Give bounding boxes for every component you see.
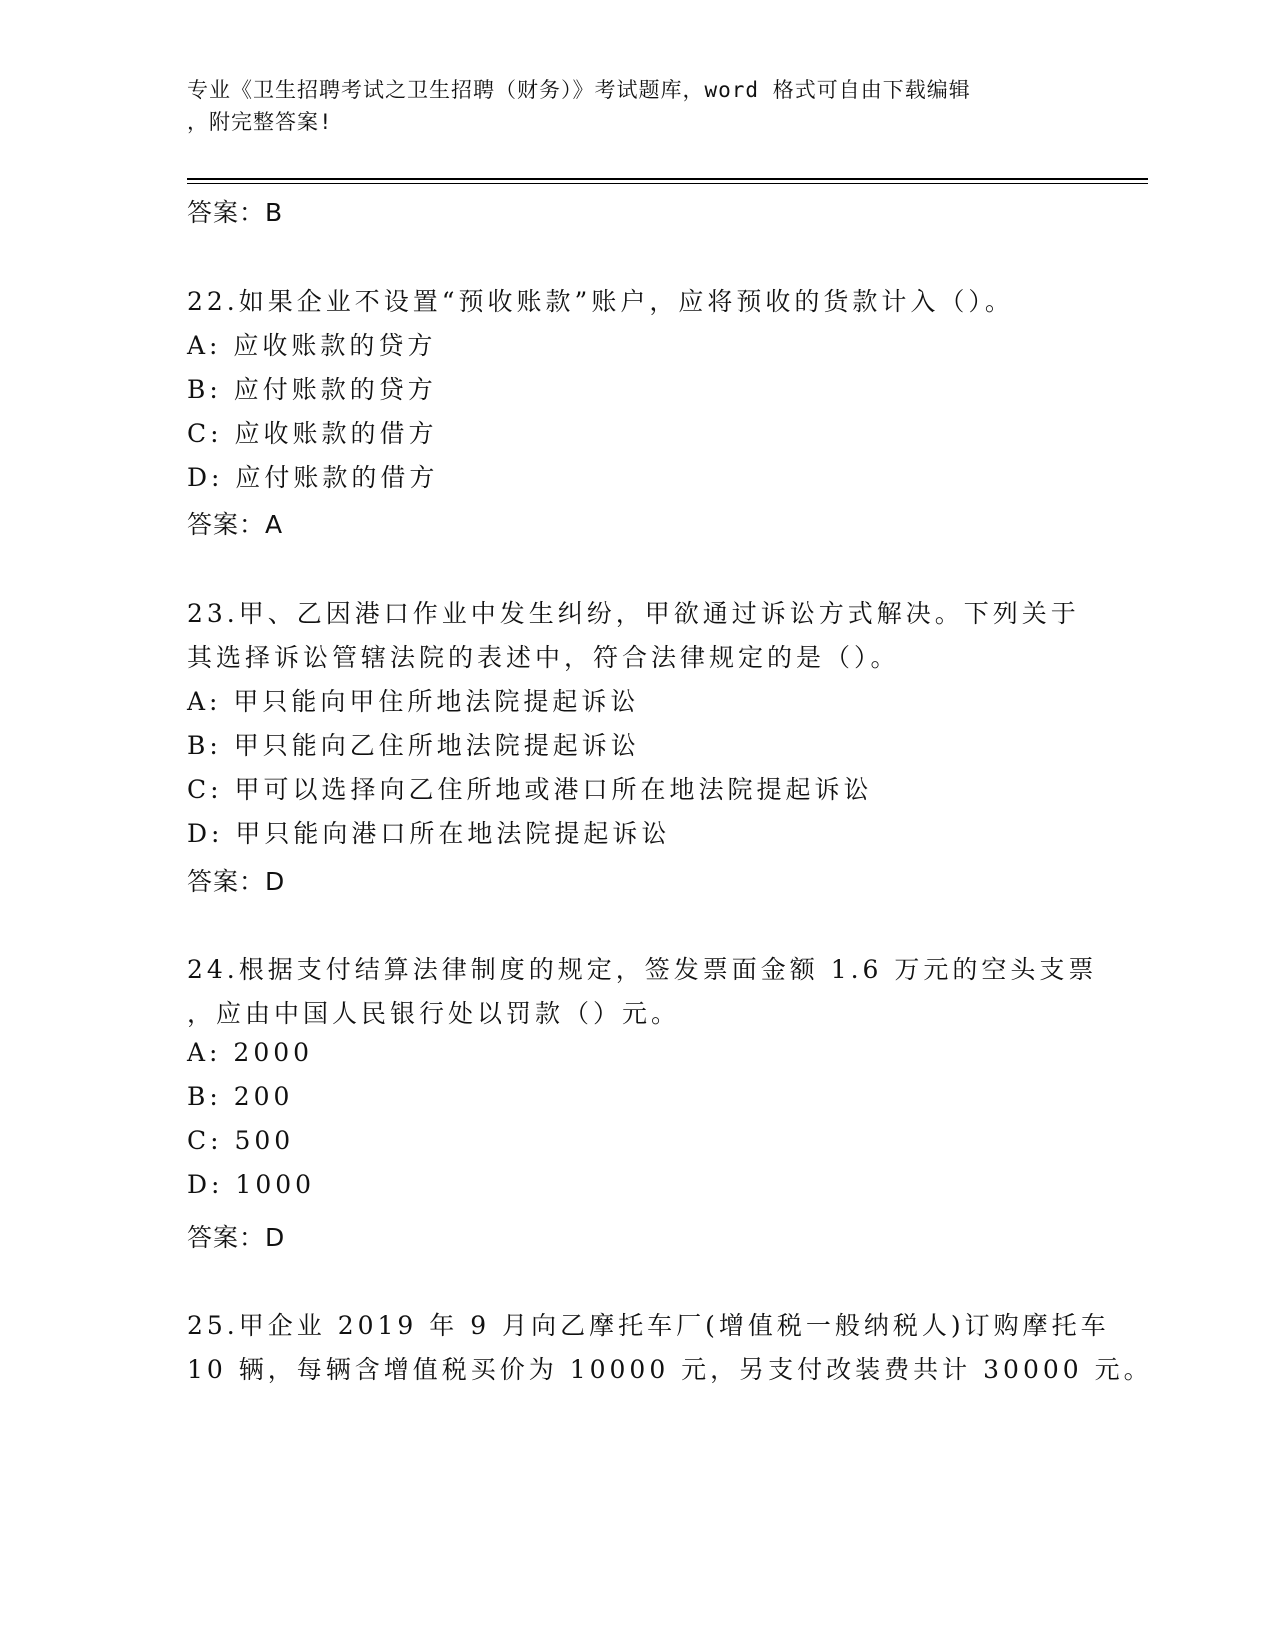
- answer-q23: 答案：D: [187, 867, 286, 896]
- question-24-stem-line-1: 24.根据支付结算法律制度的规定，签发票面金额 1.6 万元的空头支票: [187, 955, 1098, 984]
- header-line-1: 专业《卫生招聘考试之卫生招聘（财务）》考试题库，word 格式可自由下载编辑: [187, 78, 971, 102]
- question-22-stem: 22.如果企业不设置“预收账款”账户，应将预收的货款计入（）。: [187, 287, 1014, 316]
- answer-q21: 答案：B: [187, 198, 284, 227]
- question-25-stem-line-2: 10 辆，每辆含增值税买价为 10000 元，另支付改装费共计 30000 元。: [187, 1355, 1153, 1384]
- question-24-stem-line-2: ，应由中国人民银行处以罚款（）元。: [187, 999, 681, 1028]
- question-22-option-a: A: 应收账款的贷方: [187, 331, 437, 360]
- question-22-option-c: C: 应收账款的借方: [187, 419, 438, 448]
- header-divider-thick: [187, 178, 1148, 180]
- question-24-option-b: B: 200: [187, 1082, 294, 1111]
- answer-q24: 答案：D: [187, 1223, 286, 1252]
- question-23-option-c: C: 甲可以选择向乙住所地或港口所在地法院提起诉讼: [187, 775, 873, 804]
- answer-q22: 答案：A: [187, 510, 284, 539]
- question-25-stem-line-1: 25.甲企业 2019 年 9 月向乙摩托车厂(增值税一般纳税人)订购摩托车: [187, 1311, 1110, 1340]
- document-header: [187, 74, 1087, 138]
- question-24-option-c: C: 500: [187, 1126, 295, 1155]
- question-23-option-d: D: 甲只能向港口所在地法院提起诉讼: [187, 819, 671, 848]
- question-24-option-d: D: 1000: [187, 1170, 316, 1199]
- question-23-option-b: B: 甲只能向乙住所地法院提起诉讼: [187, 731, 640, 760]
- question-23-stem-line-2: 其选择诉讼管辖法院的表述中，符合法律规定的是（）。: [187, 643, 900, 672]
- question-24-option-a: A: 2000: [187, 1038, 314, 1067]
- question-23-option-a: A: 甲只能向甲住所地法院提起诉讼: [187, 687, 640, 716]
- header-divider-thin: [187, 183, 1148, 184]
- question-22-option-b: B: 应付账款的贷方: [187, 375, 437, 404]
- header-line-2: ，附完整答案!: [187, 110, 333, 134]
- question-22-option-d: D: 应付账款的借方: [187, 463, 439, 492]
- question-23-stem-line-1: 23.甲、乙因港口作业中发生纠纷，甲欲通过诉讼方式解决。下列关于: [187, 599, 1080, 628]
